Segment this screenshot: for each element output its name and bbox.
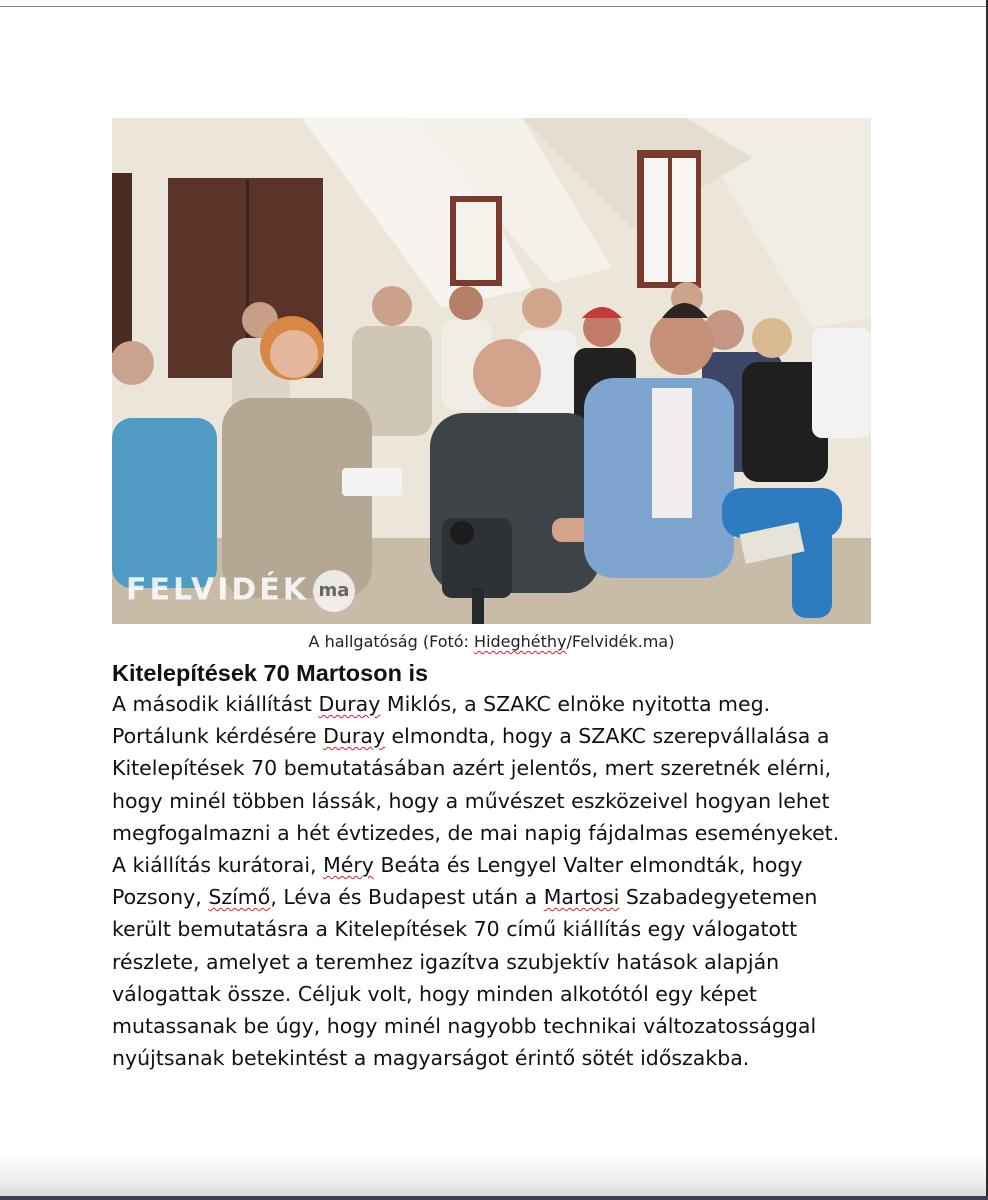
audience-photo <box>112 118 871 624</box>
p2-text-3: , Léva és Budapest után a <box>270 885 544 910</box>
photo-caption <box>112 632 871 651</box>
article-body <box>112 688 872 1074</box>
p2-word-mery: Méry <box>323 853 374 878</box>
caption-prefix: A hallgatóság (Fotó: <box>308 632 475 651</box>
audience-photo-illustration <box>112 118 871 624</box>
paragraph-1 <box>112 688 872 849</box>
p1-text-3: elmondta, hogy a SZAKC szerepvállalása a Kitelepítések 70 bemutatásában azért jelentős, mert szeretnék elérni, hogy minél többen lássák, hogy a művészet eszközeivel hogyan lehet megfogalmazni a hét évtizedes, de mai napig fájdalmas eseményeket. <box>112 724 840 845</box>
top-rule <box>0 0 986 7</box>
p1-word-duray-1: Duray <box>318 692 381 716</box>
p2-text-4: Szabadegyetemen került bemutatásra a Kitelepítések 70 című kiállítás egy válogatott részlete, amelyet a teremhez igazítva szubjektív hatások alapján válogattak össze. Céljuk volt, hogy minden alkotótól egy képet mutassanak be úgy, hogy minél nagyobb technikai változatossággal nyújtsanak betekintést a magyarságot érintő sötét időszakba. <box>112 885 818 1071</box>
article-subheading: Kitelepítések 70 Martoson is <box>112 660 429 686</box>
p2-word-martosi: Martosi <box>543 885 620 910</box>
watermark-text: FELVIDÉK <box>126 572 309 608</box>
p1-text-1: A második kiállítást <box>112 692 319 716</box>
p2-text-2: Beáta és Lengyel Valter elmondták, hogy Pozsony, <box>112 853 803 910</box>
paragraph-2 <box>112 849 872 1074</box>
p1-word-duray-2: Duray <box>323 724 386 749</box>
felvidek-watermark <box>126 570 355 612</box>
p2-text-1: A kiállítás kurátorai, <box>112 853 324 878</box>
page-bottom-shade <box>0 1154 986 1200</box>
p2-word-szimo: Szímő <box>208 885 271 910</box>
caption-suffix: /Felvidék.ma) <box>566 632 675 651</box>
window-bottom-edge <box>0 1196 988 1200</box>
p1-text-2: Miklós, a SZAKC elnöke nyitotta meg. Portálunk kérdésére <box>112 692 771 749</box>
caption-photographer: Hideghéthy <box>474 632 567 651</box>
watermark-logo: ma <box>313 570 355 612</box>
